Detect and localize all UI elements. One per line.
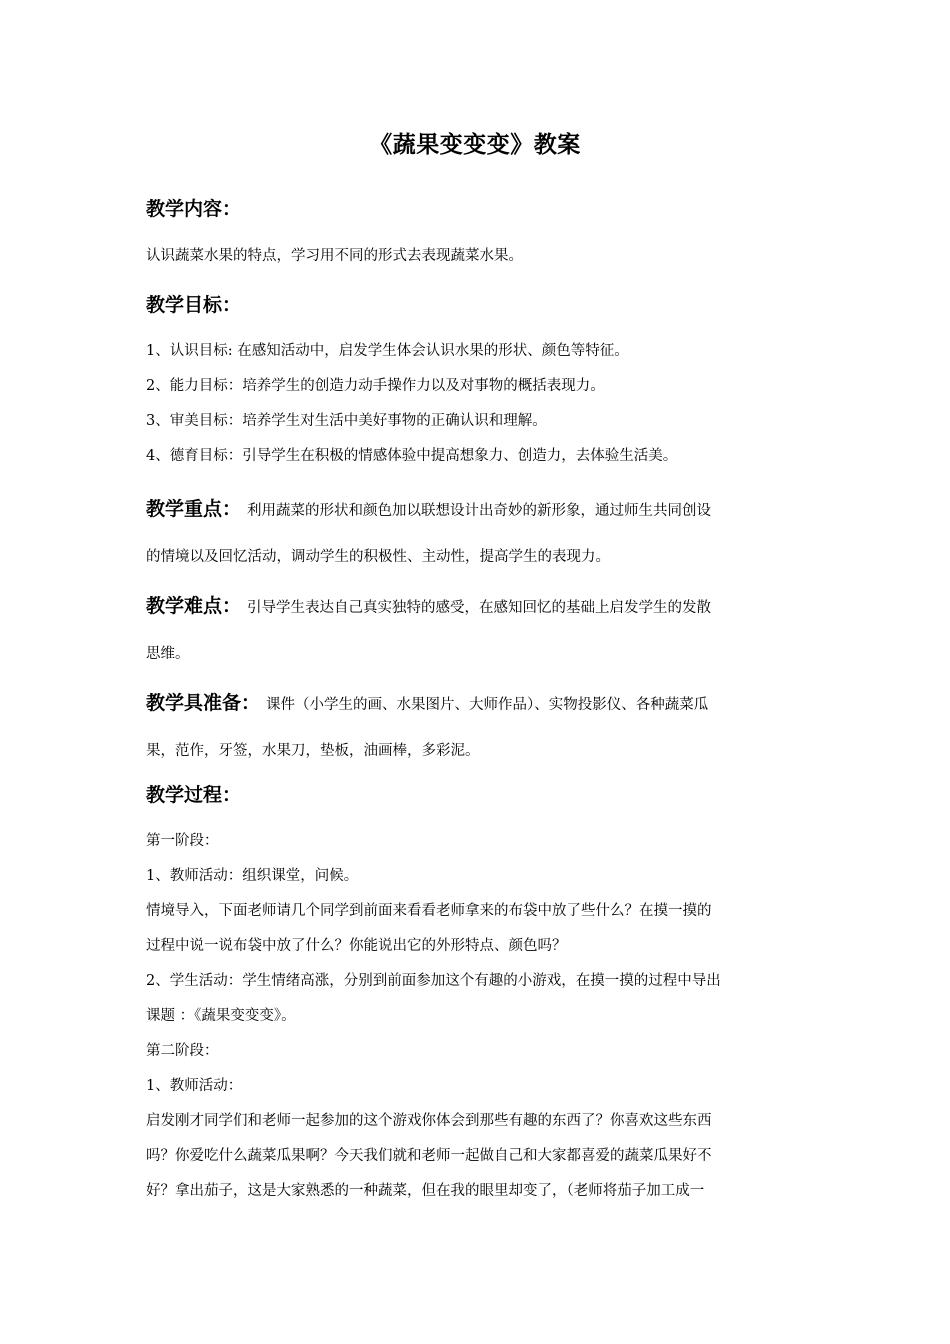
process-line: 1、教师活动： (146, 1078, 243, 1094)
difficulties-line1: 引导学生表达自己真实独特的感受，在感知回忆的基础上启发学生的发散 (247, 600, 712, 616)
process-line: 第二阶段： (146, 1043, 219, 1059)
process-line: 课题 ：《蔬果变变变》。 (146, 1008, 296, 1024)
process-line: 情境导入，下面老师请几个同学到前面来看看老师拿来的布袋中放了些什么？在摸一摸的 (146, 903, 712, 919)
materials-heading: 教学具准备： (146, 692, 261, 714)
key-points-heading: 教学重点： (146, 498, 242, 520)
process-heading: 教学过程： (146, 784, 242, 806)
process-body (146, 824, 808, 1209)
goal-item: 3、审美目标：培养学生对生活中美好事物的正确认识和理解。 (146, 413, 547, 429)
process-line: 好？拿出茄子，这是大家熟悉的一种蔬菜，但在我的眼里却变了，（老师将茄子加工成一 (146, 1183, 705, 1199)
key-points-line1: 利用蔬菜的形状和颜色加以联想设计出奇妙的新形象，通过师生共同创设 (247, 503, 712, 519)
process-line: 启发刚才同学们和老师一起参加的这个游戏你体会到那些有趣的东西了？你喜欢这些东西 (146, 1113, 712, 1129)
goal-item: 1、认识目标: 在感知活动中，启发学生体会认识水果的形状、颜色等特征。 (146, 343, 629, 359)
key-points-line2: 的情境以及回忆活动，调动学生的积极性、主动性，提高学生的表现力。 (146, 549, 610, 565)
process-line: 过程中说一说布袋中放了什么？你能说出它的外形特点、颜色吗？ (146, 938, 567, 954)
goals-list (146, 334, 808, 474)
materials-line2: 果，范作，牙签，水果刀，垫板，油画棒，多彩泥。 (146, 743, 480, 759)
process-line: 2、学生活动：学生情绪高涨，分别到前面参加这个有趣的小游戏，在摸一摸的过程中导出 (146, 973, 721, 989)
difficulties-line2: 思维。 (146, 646, 190, 662)
process-line: 吗？你爱吃什么蔬菜瓜果啊？今天我们就和老师一起做自己和大家都喜爱的蔬菜瓜果好不 (146, 1148, 712, 1164)
difficulties-section (146, 583, 808, 677)
content-heading: 教学内容： (146, 198, 242, 220)
document-title: 《蔬果变变变》教案 (369, 132, 581, 158)
goal-item: 4、德育目标：引导学生在积极的情感体验中提高想象力、创造力，去体验生活美。 (146, 448, 678, 464)
difficulties-heading: 教学难点： (146, 595, 242, 617)
process-line: 第一阶段： (146, 833, 219, 849)
goals-heading: 教学目标： (146, 294, 242, 316)
key-points-section (146, 486, 808, 580)
process-line: 1、教师活动：组织课堂，问候。 (146, 868, 359, 884)
content-text: 认识蔬菜水果的特点，学习用不同的形式去表现蔬菜水果。 (146, 248, 523, 264)
materials-section (146, 680, 808, 774)
materials-line1: 课件（小学生的画、水果图片、大师作品）、实物投影仪、各种蔬菜瓜 (266, 697, 709, 713)
goal-item: 2、能力目标：培养学生的创造力动手操作力以及对事物的概括表现力。 (146, 378, 605, 394)
